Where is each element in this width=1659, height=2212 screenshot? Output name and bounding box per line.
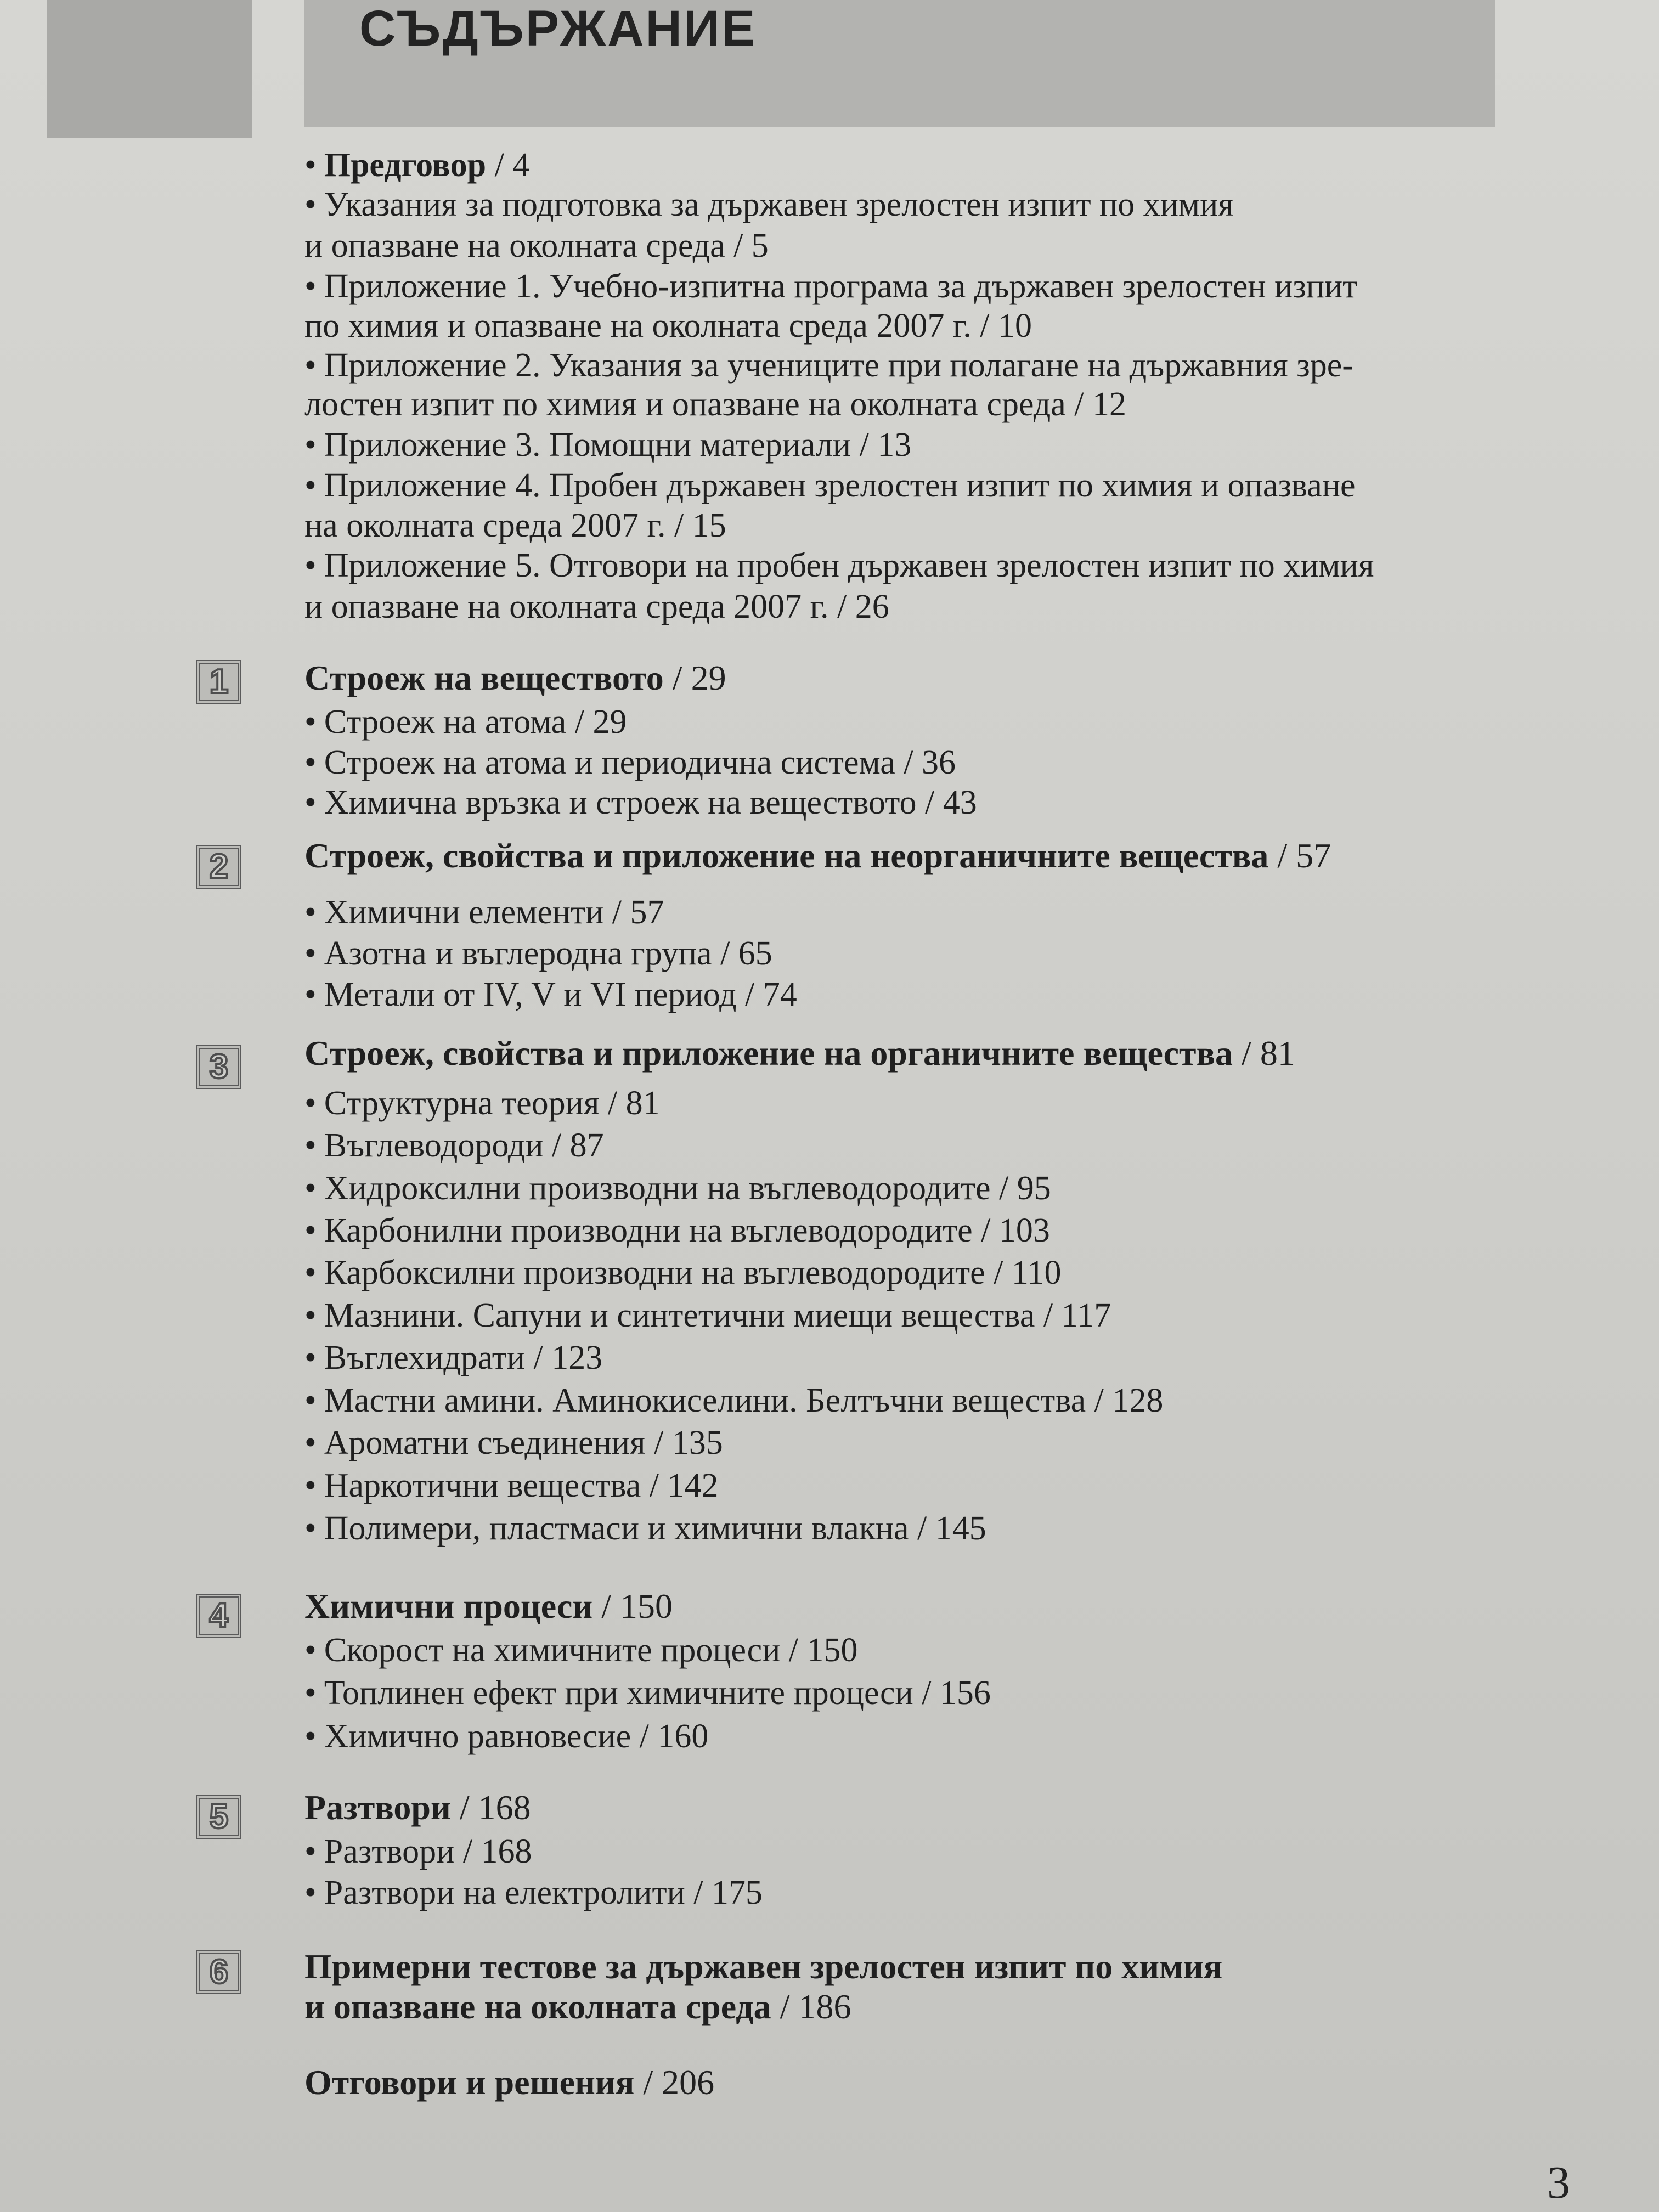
page-number: 3 <box>1547 2157 1570 2208</box>
bullet: • <box>304 467 317 504</box>
section-title-text: Строеж, свойства и приложение на органичните вещества <box>304 1034 1233 1073</box>
entry-text: Наркотични вещества / 142 <box>324 1467 719 1504</box>
entry-text: Указания за подготовка за държавен зрелостен изпит по химия <box>324 186 1234 223</box>
bullet: • <box>304 1510 317 1547</box>
bullet: • <box>304 1254 317 1291</box>
entry-text: по химия и опазване на околната среда 2007 г. / 10 <box>304 307 1032 345</box>
section-title-text: Химични процеси <box>304 1587 593 1626</box>
entry-text: и опазване на околната среда 2007 г. / 26 <box>304 588 889 625</box>
toc-entry <box>304 305 1032 347</box>
entry-text: Карбонилни производни на въглеводородите / 103 <box>324 1212 1050 1249</box>
page-title: СЪДЪРЖАНИЕ <box>359 1 757 57</box>
toc-entry <box>304 144 529 186</box>
entry-title: Предговор <box>324 146 487 184</box>
toc-entry <box>304 933 772 974</box>
toc-entry <box>304 782 977 823</box>
toc-entry <box>304 1508 986 1549</box>
entry-text: Азотна и въглеродна група / 65 <box>324 935 772 972</box>
bullet: • <box>304 1212 317 1249</box>
toc-entry <box>304 586 889 628</box>
section-title <box>304 1986 851 2028</box>
toc-entry <box>304 1465 719 1506</box>
bullet: • <box>304 268 317 305</box>
bullet: • <box>304 186 317 223</box>
toc-entry <box>304 1380 1163 1421</box>
toc-entry <box>304 1210 1050 1251</box>
entry-text: Разтвори / 168 <box>324 1833 532 1870</box>
section-page: / 57 <box>1268 836 1331 875</box>
chapter-number-badge: 5 <box>196 1795 241 1839</box>
section-page: / 168 <box>450 1788 531 1827</box>
entry-text: Хидроксилни производни на въглеводородите / 95 <box>324 1170 1051 1207</box>
toc-entry <box>304 1872 763 1914</box>
toc-entry <box>304 891 664 933</box>
bullet: • <box>304 426 317 464</box>
section-page: / 206 <box>634 2063 715 2102</box>
entry-text: Въглеводороди / 87 <box>324 1127 604 1164</box>
toc-entry <box>304 383 1126 425</box>
section-title <box>304 1946 1222 1988</box>
chapter-number-badge: 3 <box>196 1045 241 1089</box>
toc-entry <box>304 701 627 743</box>
chapter-number-badge: 1 <box>196 660 241 704</box>
entry-text: Метали от IV, V и VI период / 74 <box>324 976 797 1013</box>
entry-text: Структурна теория / 81 <box>324 1085 660 1122</box>
entry-text: Приложение 5. Отговори на пробен държавен зрелостен изпит по химия <box>324 547 1374 584</box>
bullet: • <box>304 146 317 184</box>
bullet: • <box>304 1874 317 1911</box>
toc-entry <box>304 1716 708 1757</box>
entry-text: Мазнини. Сапуни и синтетични миещи вещества / 117 <box>324 1297 1111 1334</box>
bullet: • <box>304 1085 317 1122</box>
section-title-text: Разтвори <box>304 1788 451 1827</box>
entry-text: / 4 <box>486 146 530 184</box>
bullet: • <box>304 1424 317 1462</box>
entry-text: Приложение 3. Помощни материали / 13 <box>324 426 912 464</box>
section-title-text: Отговори и решения <box>304 2063 635 2102</box>
toc-entry <box>304 1252 1062 1294</box>
toc-entry <box>304 184 1234 225</box>
bullet: • <box>304 1467 317 1504</box>
toc-entry <box>304 465 1356 506</box>
toc-entry <box>304 742 956 783</box>
entry-text: Приложение 4. Пробен държавен зрелостен изпит по химия и опазване <box>324 467 1356 504</box>
section-title-text: Строеж, свойства и приложение на неорганичните вещества <box>304 836 1269 875</box>
bullet: • <box>304 1339 317 1376</box>
bullet: • <box>304 935 317 972</box>
toc-entry <box>304 545 1374 586</box>
toc-entry <box>304 266 1357 307</box>
toc-entry <box>304 1831 532 1872</box>
toc-entry <box>304 1337 602 1379</box>
section-page: / 150 <box>592 1587 673 1626</box>
bullet: • <box>304 744 317 781</box>
entry-text: Приложение 2. Указания за учениците при полагане на държавния зре- <box>324 347 1353 384</box>
section-title-text: и опазване на околната среда <box>304 1987 771 2026</box>
entry-text: на околната среда 2007 г. / 15 <box>304 507 726 544</box>
section-title <box>304 1787 531 1829</box>
bullet: • <box>304 1833 317 1870</box>
entry-text: и опазване на околната среда / 5 <box>304 227 769 264</box>
bullet: • <box>304 1632 317 1669</box>
toc-entry <box>304 225 769 267</box>
bullet: • <box>304 1718 317 1755</box>
bullet: • <box>304 347 317 384</box>
entry-text: Въглехидрати / 123 <box>324 1339 603 1376</box>
chapter-number-badge: 6 <box>196 1950 241 1994</box>
toc-entry <box>304 1629 858 1671</box>
bullet: • <box>304 1382 317 1419</box>
section-title-text: Примерни тестове за държавен зрелостен изпит по химия <box>304 1947 1223 1986</box>
bullet: • <box>304 1170 317 1207</box>
entry-text: Химична връзка и строеж на веществото / 43 <box>324 784 977 821</box>
bullet: • <box>304 1127 317 1164</box>
toc-entry <box>304 1125 604 1166</box>
bullet: • <box>304 1297 317 1334</box>
entry-text: Разтвори на електролити / 175 <box>324 1874 763 1911</box>
chapter-number-badge: 2 <box>196 845 241 889</box>
toc-entry <box>304 1295 1111 1336</box>
entry-text: Приложение 1. Учебно-изпитна програма за държавен зрелостен изпит <box>324 268 1358 305</box>
section-title-text: Строеж на веществото <box>304 658 664 697</box>
bullet: • <box>304 703 317 741</box>
bullet: • <box>304 547 317 584</box>
section-page: / 81 <box>1233 1034 1295 1073</box>
toc-entry <box>304 1422 723 1464</box>
section-title <box>304 835 1331 877</box>
entry-text: Топлинен ефект при химичните процеси / 156 <box>324 1674 991 1712</box>
toc-entry <box>304 974 797 1015</box>
entry-text: Скорост на химичните процеси / 150 <box>324 1632 858 1669</box>
toc-entry <box>304 345 1353 386</box>
entry-text: Химично равновесие / 160 <box>324 1718 709 1755</box>
entry-text: Строеж на атома и периодична система / 36 <box>324 744 956 781</box>
entry-text: Полимери, пластмаси и химични влакна / 145 <box>324 1510 986 1547</box>
section-title <box>304 1032 1295 1074</box>
toc-entry <box>304 1167 1051 1209</box>
section-page: / 186 <box>771 1987 851 2026</box>
bullet: • <box>304 894 317 931</box>
bullet: • <box>304 784 317 821</box>
chapter-number-badge: 4 <box>196 1594 241 1638</box>
entry-text: Строеж на атома / 29 <box>324 703 627 741</box>
entry-text: Ароматни съединения / 135 <box>324 1424 723 1462</box>
toc-entry <box>304 1672 991 1714</box>
toc-entry <box>304 505 726 546</box>
section-title <box>304 657 726 699</box>
toc-entry <box>304 424 911 466</box>
entry-text: Химични елементи / 57 <box>324 894 664 931</box>
bullet: • <box>304 1674 317 1712</box>
section-page: / 29 <box>663 658 726 697</box>
entry-text: Карбоксилни производни на въглеводородите / 110 <box>324 1254 1062 1291</box>
bullet: • <box>304 976 317 1013</box>
section-title <box>304 2062 714 2103</box>
section-title <box>304 1585 673 1627</box>
entry-text: лостен изпит по химия и опазване на околната среда / 12 <box>304 386 1127 423</box>
toc-entry <box>304 1082 660 1124</box>
entry-text: Мастни амини. Аминокиселини. Белтъчни вещества / 128 <box>324 1382 1164 1419</box>
